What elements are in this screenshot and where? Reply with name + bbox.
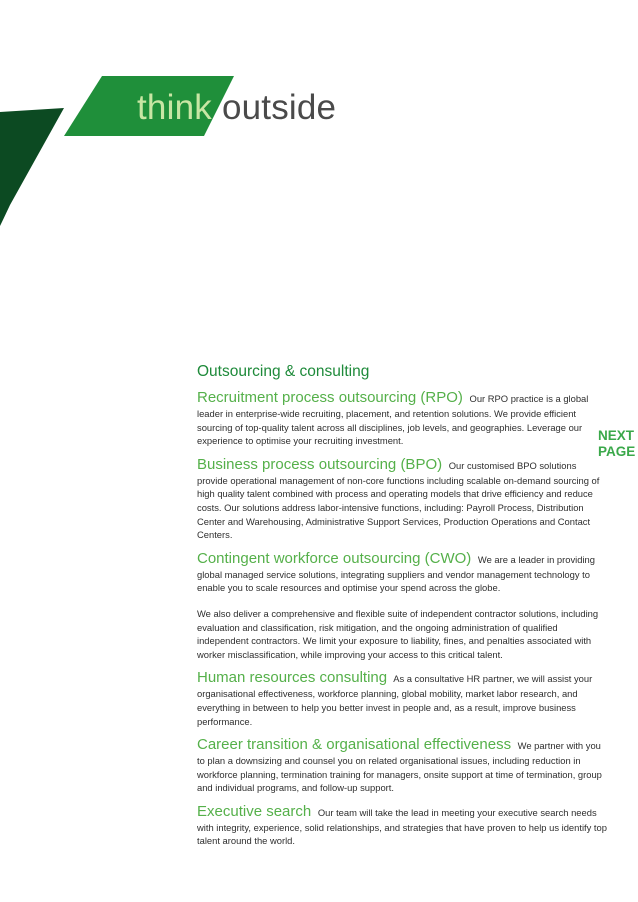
section-heading: Outsourcing & consulting xyxy=(197,363,370,380)
service-description: Our team will take the lead in meeting your executive search needs with integrity, experience, solid relationships, and strategies that have proven to help us identify top talent around the world. xyxy=(197,806,607,847)
dark-green-swoosh-shape xyxy=(0,108,64,226)
service-paragraph-bpo xyxy=(197,456,607,542)
service-paragraph-cwo xyxy=(197,550,607,595)
logo-think-word: think xyxy=(137,88,212,127)
brand-swoosh-graphic xyxy=(0,0,638,260)
service-title: Contingent workforce outsourcing (CWO) xyxy=(197,549,472,567)
service-title: Human resources consulting xyxy=(197,669,388,687)
content-area xyxy=(197,362,607,856)
service-paragraph-hr-consulting xyxy=(197,669,607,728)
think-outside-logo xyxy=(137,86,336,130)
service-title: Recruitment process outsourcing (RPO) xyxy=(197,389,463,406)
logo-outside-word: outside xyxy=(221,88,337,127)
contractor-solutions-paragraph: We also deliver a comprehensive and flexible suite of independent contractor solutions, including evaluation and classification, risk mitigation, and the ongoing administration of qualified independent contractors. We limit your exposure to liability, fines, and penalties associated with worker misclassification, while improving your access to this critical talent. xyxy=(197,607,599,660)
service-description: We partner with you to plan a downsizing and counsel you on related organisational issues, including reduction in workforce planning, termination training for managers, onsite support at time of termination, group and individual programs, and follow-up support. xyxy=(197,740,602,794)
service-paragraph-career-transition xyxy=(197,736,607,795)
service-paragraph-rpo xyxy=(197,389,607,448)
service-title: Career transition & organisational effectiveness xyxy=(197,736,512,754)
service-description: We are a leader in providing global managed service solutions, integrating suppliers and vendor management technology to enable you to scale resources and optimise your spend across the globe. xyxy=(197,553,595,594)
service-title: Executive search xyxy=(197,802,312,820)
service-description: Our customised BPO solutions provide operational management of non-core functions including scalable on-demand sourcing of high quality talent combined with process and operating models that drive efficiency and reduce costs. Our solutions address labor-intensive functions, including: Payroll Process, Distribution Center and Warehousing, Administrative Support Services, Production Operations and Contact Centers. xyxy=(197,459,600,541)
service-description: As a consultative HR partner, we will assist your organisational effectiveness, workforce planning, global mobility, market labor research, and everything in between to help you better invest in people and, as a result, improve business performance. xyxy=(197,673,593,727)
service-paragraph-executive-search xyxy=(197,803,607,848)
next-page-label: NEXT PAGE xyxy=(598,428,636,459)
service-title: Business process outsourcing (BPO) xyxy=(197,455,443,473)
service-description: Our RPO practice is a global leader in enterprise-wide recruiting, placement, and retention solutions. We provide efficient sourcing of top-quality talent across all disciplines, job levels, and geographies. Leverage our experience to optimise your recruiting investment. xyxy=(197,393,589,447)
